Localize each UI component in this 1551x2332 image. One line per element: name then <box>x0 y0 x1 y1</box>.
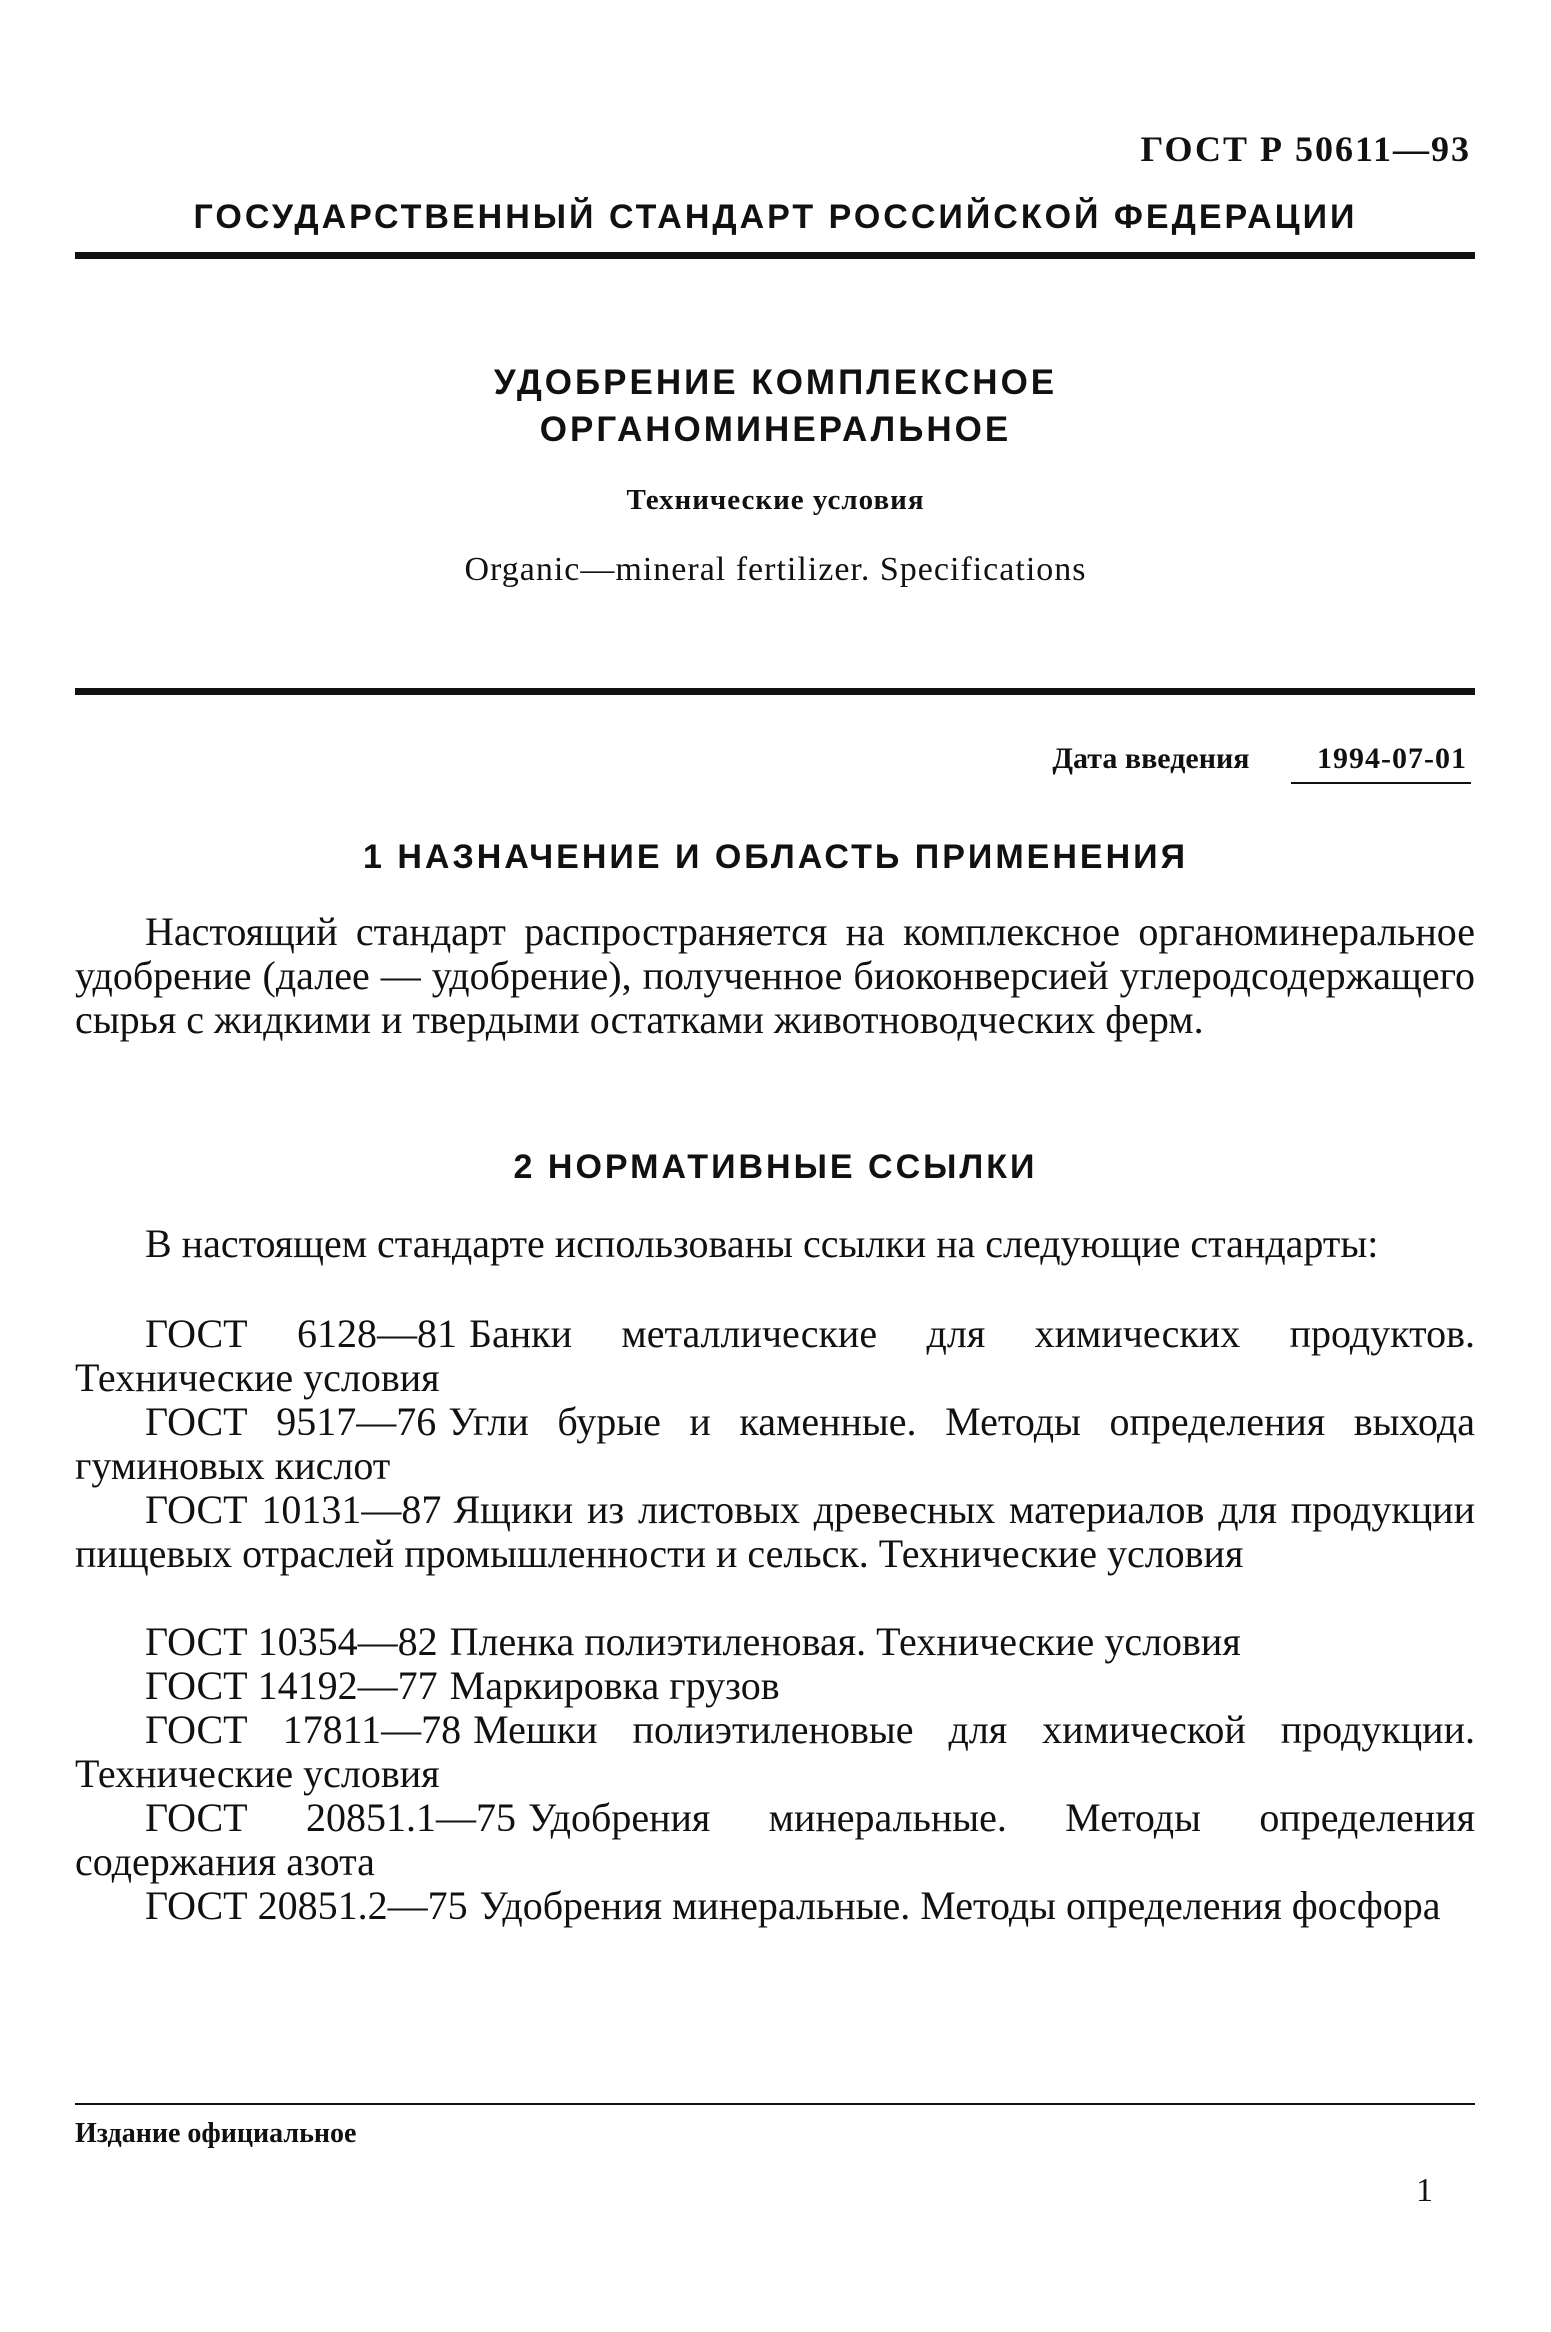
reference-text: Маркировка грузов <box>449 1663 780 1708</box>
reference-code: ГОСТ 20851.1—75 <box>145 1795 516 1840</box>
english-title: Organic—mineral fertilizer. Specifications <box>464 551 1087 588</box>
reference-item <box>75 1884 1475 1928</box>
title-rule <box>75 688 1475 695</box>
title-line-1: УДОБРЕНИЕ КОМПЛЕКСНОЕ <box>493 363 1058 402</box>
reference-code: ГОСТ 14192—77 <box>145 1663 438 1708</box>
reference-text: Банки металлические для химических продуктов. Технические условия <box>75 1311 1475 1400</box>
section-2-title: 2 НОРМАТИВНЫЕ ССЫЛКИ <box>513 1148 1038 1186</box>
reference-item <box>75 1400 1475 1488</box>
section-1-title: 1 НАЗНАЧЕНИЕ И ОБЛАСТЬ ПРИМЕНЕНИЯ <box>362 838 1189 876</box>
reference-code: ГОСТ 17811—78 <box>145 1707 462 1752</box>
header-rule <box>75 252 1475 259</box>
reference-code: ГОСТ 10131—87 <box>145 1487 442 1532</box>
reference-item <box>75 1664 1475 1708</box>
reference-text: Ящики из листовых древесных материалов для продукции пищевых отраслей промышленности и сельск. Технические условия <box>75 1487 1475 1576</box>
reference-text: Удобрения минеральные. Методы определения содержания азота <box>75 1795 1475 1884</box>
gost-code: ГОСТ Р 50611—93 <box>1140 129 1471 169</box>
reference-item <box>75 1488 1475 1576</box>
reference-text: Удобрения минеральные. Методы определения фосфора <box>479 1883 1441 1928</box>
edition-label: Издание официальное <box>75 2118 357 2149</box>
subtitle: Технические условия <box>626 484 925 516</box>
intro-date-label: Дата введения <box>1052 742 1250 775</box>
reference-item <box>75 1312 1475 1400</box>
footer-rule <box>75 2103 1475 2105</box>
reference-code: ГОСТ 9517—76 <box>145 1399 437 1444</box>
reference-text: Пленка полиэтиленовая. Технические условия <box>449 1619 1241 1664</box>
reference-item <box>75 1796 1475 1884</box>
page-number: 1 <box>1416 2172 1433 2209</box>
title-line-2: ОРГАНОМИНЕРАЛЬНОЕ <box>539 410 1012 449</box>
reference-code: ГОСТ 20851.2—75 <box>145 1883 468 1928</box>
section-1-text: Настоящий стандарт распространяется на комплексное органоминеральное удобрение (далее — удобрение), полученное биоконверсией углеродсодержащего сырья с жидкими и твердыми остатками животноводческих ферм. <box>75 909 1475 1042</box>
reference-code: ГОСТ 10354—82 <box>145 1619 438 1664</box>
reference-code: ГОСТ 6128—81 <box>145 1311 458 1356</box>
standard-heading: ГОСУДАРСТВЕННЫЙ СТАНДАРТ РОССИЙСКОЙ ФЕДЕРАЦИИ <box>193 198 1358 236</box>
section-2-intro: В настоящем стандарте использованы ссылки на следующие стандарты: <box>145 1221 1379 1266</box>
reference-item <box>75 1708 1475 1796</box>
reference-text: Мешки полиэтиленовые для химической продукции. Технические условия <box>75 1707 1475 1796</box>
reference-item <box>75 1620 1475 1664</box>
intro-date <box>1052 742 1471 784</box>
intro-date-value: 1994-07-01 <box>1291 742 1471 784</box>
reference-text: Угли бурые и каменные. Методы определения выхода гуминовых кислот <box>75 1399 1475 1488</box>
